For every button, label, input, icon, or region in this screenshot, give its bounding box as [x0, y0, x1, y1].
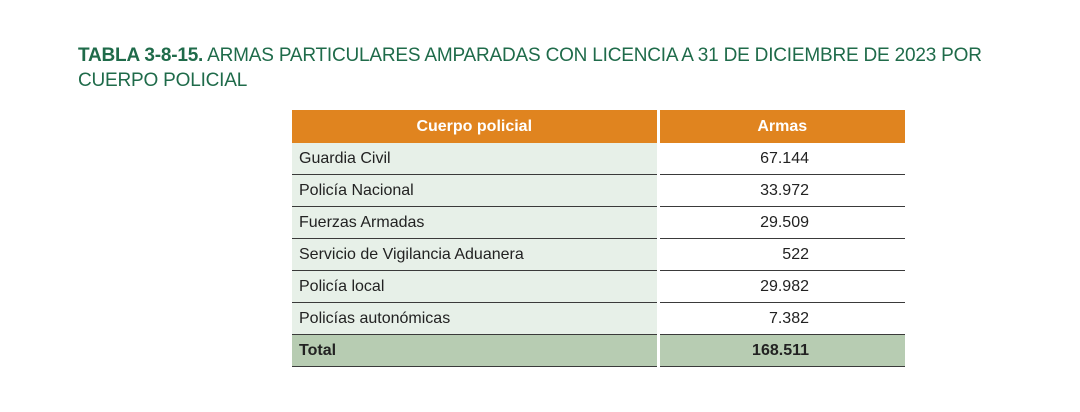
row-label: Policía local [292, 271, 658, 303]
table-row [292, 143, 905, 175]
table-row [292, 207, 905, 239]
row-label: Policía Nacional [292, 175, 658, 207]
total-label: Total [292, 335, 658, 367]
table-row [292, 303, 905, 335]
row-value: 7.382 [658, 303, 905, 335]
row-label: Guardia Civil [292, 143, 658, 175]
row-value: 522 [658, 239, 905, 271]
header-row [292, 110, 905, 143]
row-value: 29.982 [658, 271, 905, 303]
row-label: Policías autonómicas [292, 303, 658, 335]
column-header-armas: Armas [658, 110, 905, 143]
row-label: Servicio de Vigilancia Aduanera [292, 239, 658, 271]
table-title-text: ARMAS PARTICULARES AMPARADAS CON LICENCIA A 31 DE DICIEMBRE DE 2023 POR CUERPO POLICIAL [78, 45, 982, 91]
total-value: 168.511 [658, 335, 905, 367]
table-row [292, 271, 905, 303]
table-title [78, 43, 1038, 93]
row-value: 33.972 [658, 175, 905, 207]
row-label: Fuerzas Armadas [292, 207, 658, 239]
total-row [292, 335, 905, 367]
table-code: TABLA 3-8-15. [78, 45, 204, 66]
row-value: 29.509 [658, 207, 905, 239]
table-row [292, 239, 905, 271]
row-value: 67.144 [658, 143, 905, 175]
weapons-table [292, 110, 905, 367]
table-row [292, 175, 905, 207]
column-header-cuerpo: Cuerpo policial [292, 110, 658, 143]
